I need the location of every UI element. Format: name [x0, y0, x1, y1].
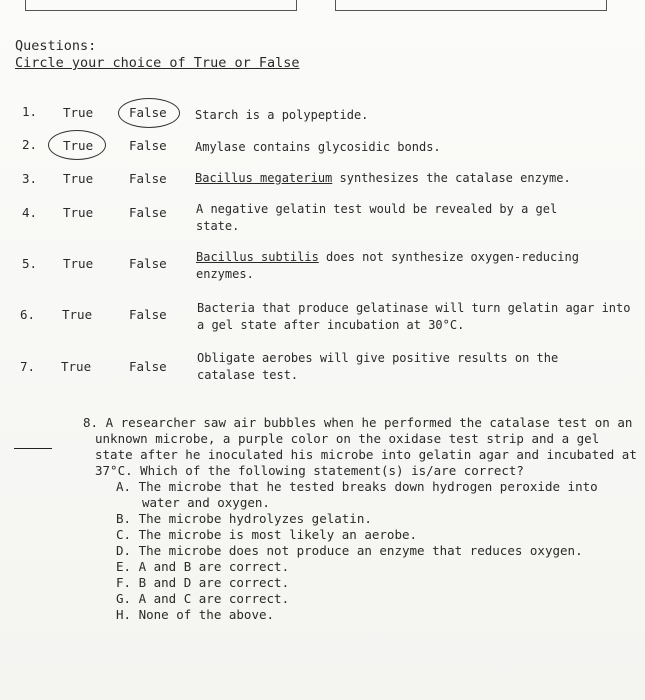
option-c[interactable]: C. The microbe is most likely an aerobe. [116, 527, 418, 542]
statement-text: A negative gelatin test would be revealed by a gel state. [196, 202, 558, 233]
true-option[interactable]: True [63, 171, 94, 186]
question-number: 5. [22, 256, 38, 271]
option-e[interactable]: E. A and B are correct. [116, 559, 290, 574]
statement-text [195, 170, 635, 187]
questions-header [15, 38, 299, 72]
true-option[interactable]: True [61, 359, 92, 374]
true-option[interactable]: True [63, 105, 94, 120]
false-option[interactable]: False [129, 105, 167, 120]
organism-name: Bacillus subtilis [196, 250, 319, 264]
true-option[interactable]: True [62, 307, 93, 322]
false-option[interactable]: False [129, 205, 167, 220]
statement-text: Obligate aerobes will give positive results on the catalase test. [197, 351, 559, 382]
option-a[interactable]: A. The microbe that he tested breaks down hydrogen peroxide into water and oxygen. [116, 479, 598, 510]
mc-question-8 [83, 415, 638, 623]
page-title: Questions: [15, 38, 97, 54]
instruction-text: Circle your choice of True or False [15, 55, 300, 71]
true-option[interactable]: True [63, 205, 94, 220]
true-option[interactable]: True [63, 256, 94, 271]
false-option[interactable]: False [129, 359, 167, 374]
question-number: 3. [22, 171, 38, 186]
question-number: 1. [22, 104, 38, 119]
option-h[interactable]: H. None of the above. [116, 607, 275, 622]
true-option[interactable]: True [63, 138, 94, 153]
statement-text: Amylase contains glycosidic bonds. [195, 140, 441, 154]
false-option[interactable]: False [129, 138, 167, 153]
top-box-right [335, 0, 607, 11]
option-g[interactable]: G. A and C are correct. [116, 591, 290, 606]
option-f[interactable]: F. B and D are correct. [116, 575, 290, 590]
option-d[interactable]: D. The microbe does not produce an enzyme that reduces oxygen. [116, 543, 583, 558]
statement-rest: does not synthesize oxygen-reducing enzymes. [196, 250, 579, 281]
statement-text: Starch is a polypeptide. [195, 108, 369, 122]
false-option[interactable]: False [129, 171, 167, 186]
statement-text: Bacteria that produce gelatinase will turn gelatin agar into a gel state after incubation at 30°C. [197, 301, 631, 332]
answer-blank[interactable] [14, 448, 52, 449]
question-number: 2. [22, 137, 38, 152]
option-b[interactable]: B. The microbe hydrolyzes gelatin. [116, 511, 372, 526]
question-number: 7. [20, 359, 36, 374]
organism-name: Bacillus megaterium [195, 171, 333, 185]
statement-text [196, 249, 626, 283]
question-number: 6. [20, 307, 36, 322]
false-option[interactable]: False [129, 307, 167, 322]
top-box-left [25, 0, 297, 11]
question-number: 4. [22, 205, 38, 220]
false-option[interactable]: False [129, 256, 167, 271]
question-stem: 8. A researcher saw air bubbles when he performed the catalase test on an unknown microbe, a purple color on the oxidase test strip and a gel state after he inoculated his microbe into gelatin agar and incubated at 37°C. Which of the following statement(s) is/are correct? [83, 415, 637, 478]
answer-options [116, 479, 638, 623]
statement-rest: synthesizes the catalase enzyme. [332, 171, 571, 185]
